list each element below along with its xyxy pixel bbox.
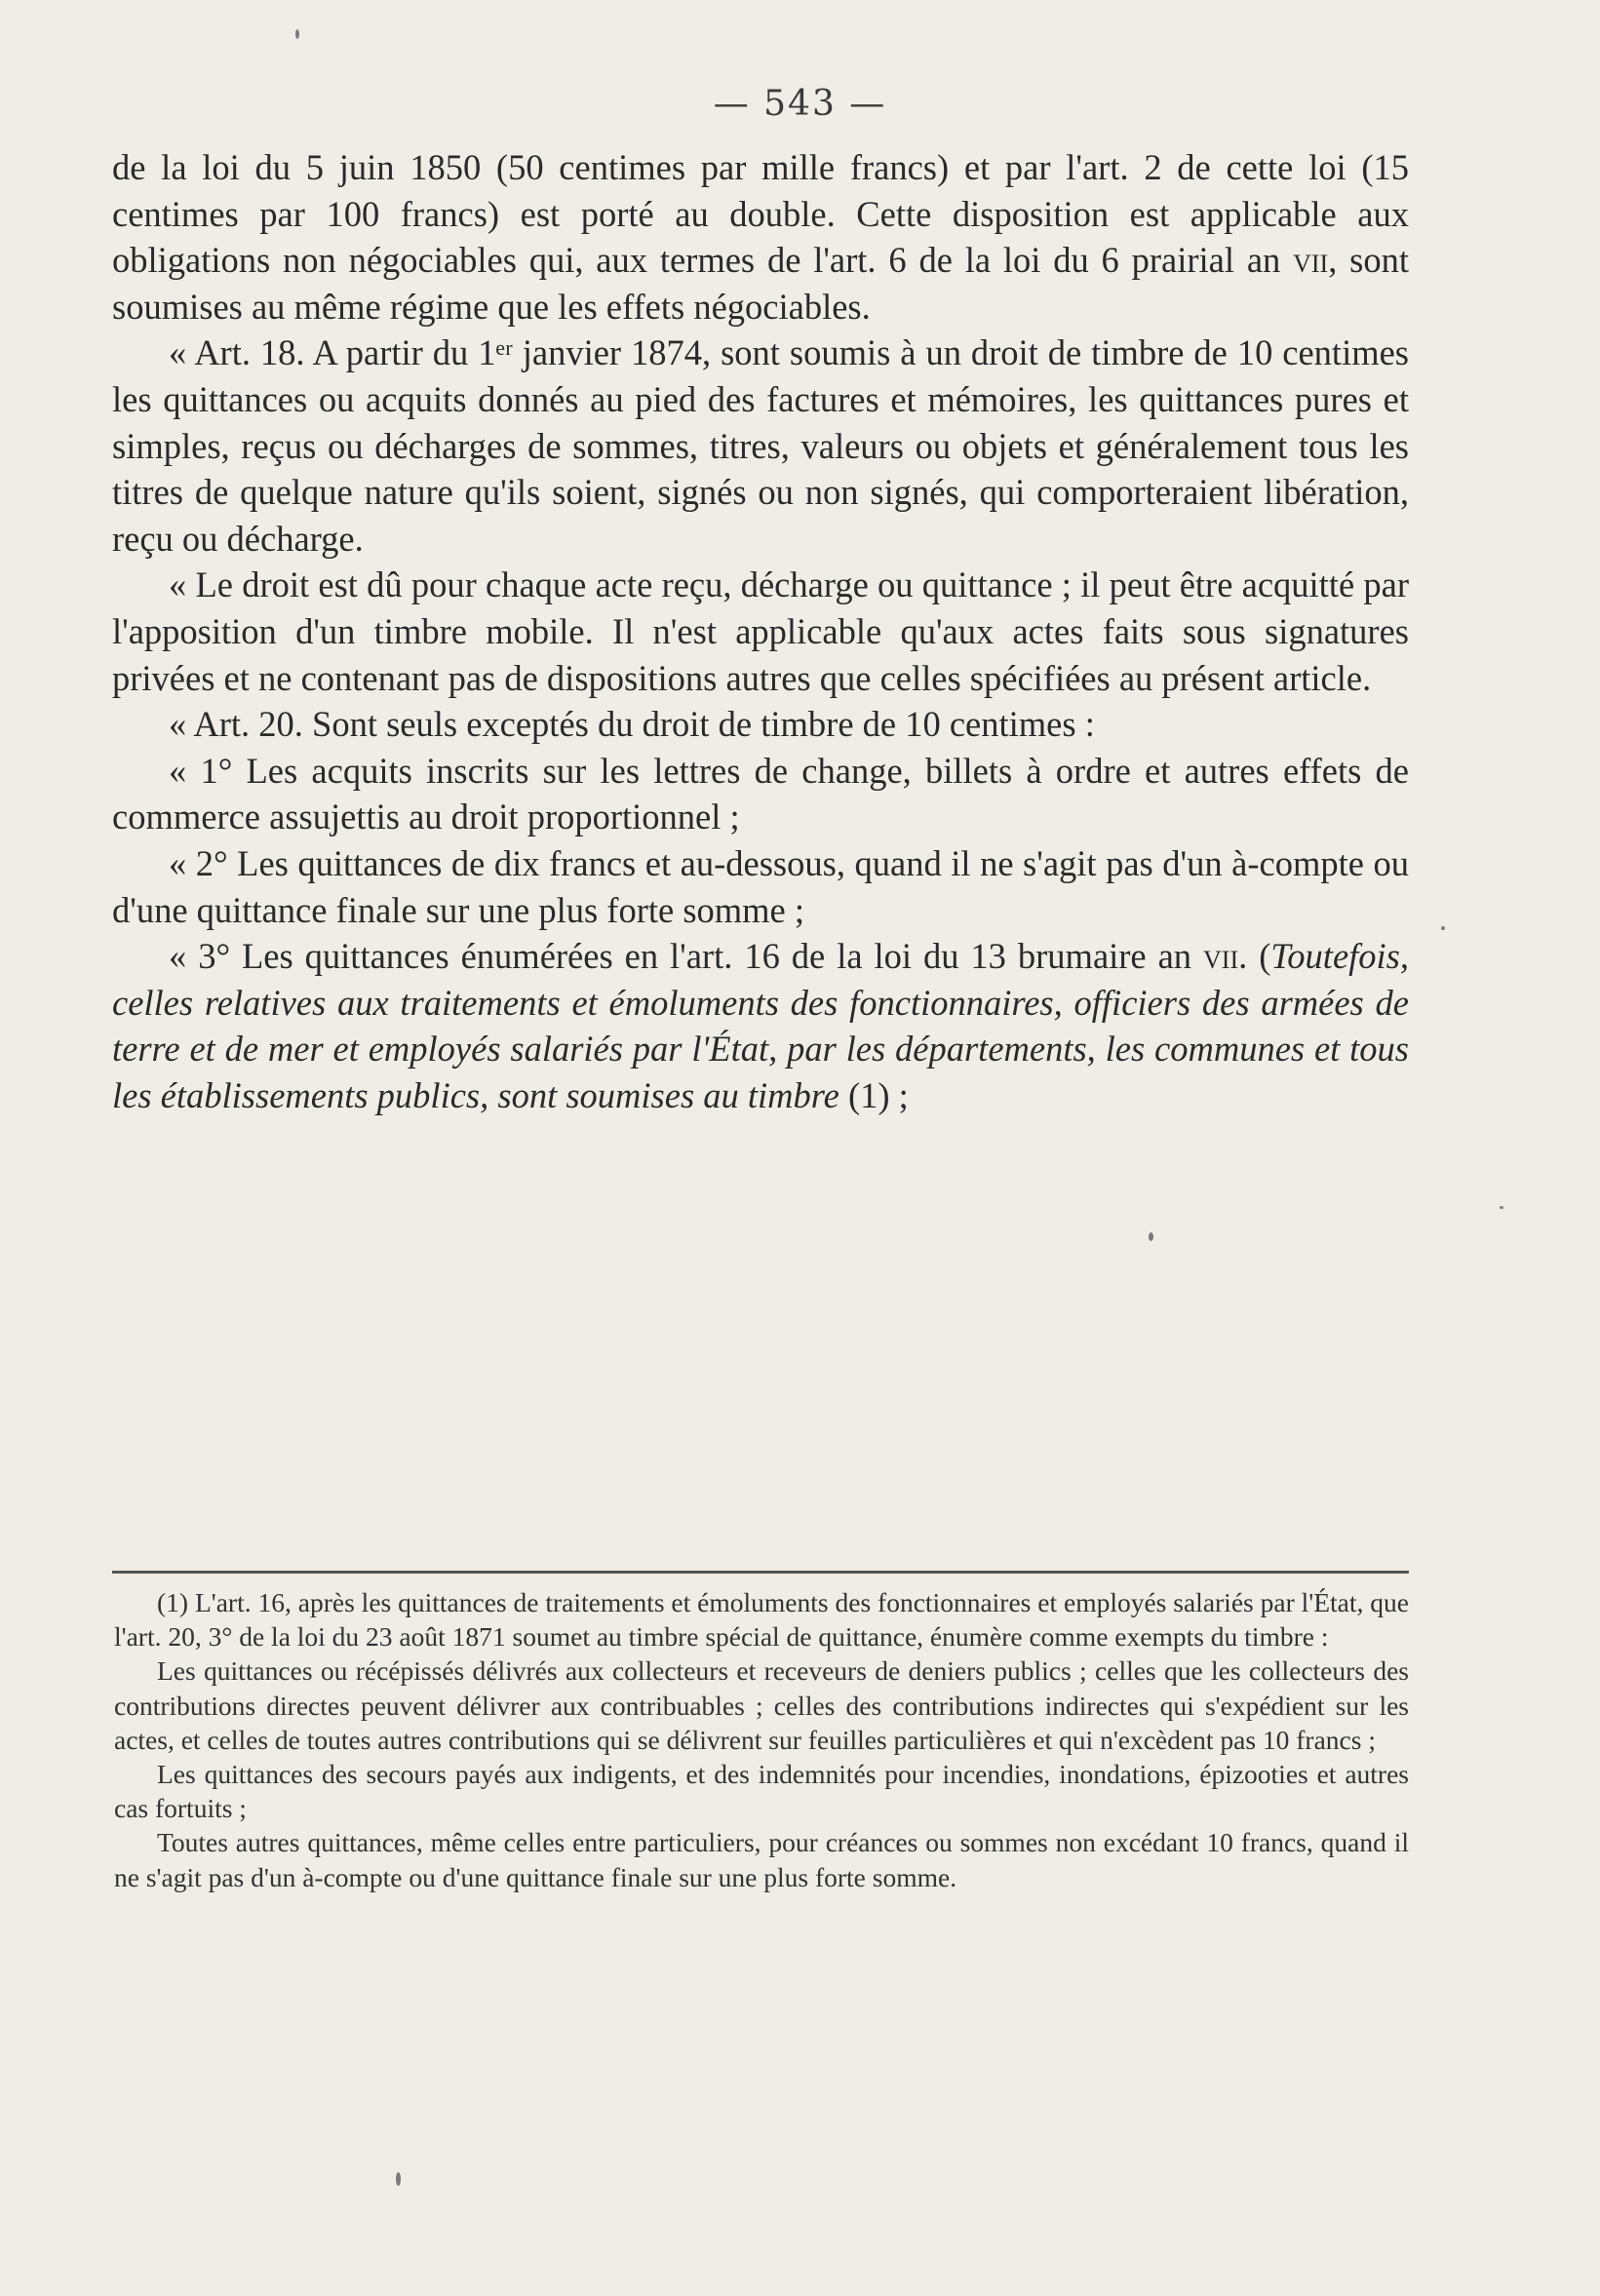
paragraph-1 <box>112 144 1409 330</box>
footnotes <box>114 1585 1409 1894</box>
item-3-end: (1) ; <box>839 1074 909 1115</box>
footnote-4: Toutes autres quittances, même celles entre particuliers, pour créances ou sommes non excédant 10 francs, quand il ne s'agit pas d'un à-compte ou d'une quittance finale sur une plus forte somme. <box>114 1827 1409 1892</box>
paper-speck <box>295 29 299 39</box>
footnote-1: (1) L'art. 16, après les quittances de traitements et émoluments des fonctionnaires et employés salariés par l'État, que l'art. 20, 3° de la loi du 23 août 1871 soumet au timbre spécial de quittance, énumère comme exempts du timbre : <box>114 1587 1409 1653</box>
paper-speck <box>1500 1206 1503 1209</box>
footnote-rule <box>112 1571 1409 1574</box>
paper-speck <box>396 2172 401 2186</box>
paragraph-item-1: « 1° Les acquits inscrits sur les lettres de change, billets à ordre et autres effets de commerce assujettis au droit proportionnel ; <box>112 750 1409 837</box>
roman-numeral-2: vii <box>1203 936 1239 977</box>
main-text <box>112 144 1409 1118</box>
paragraph-article-18: « Art. 18. A partir du 1ᵉʳ janvier 1874, sont soumis à un droit de timbre de 10 centimes les quittances ou acquits donnés au pied des factures et mémoires, les quittances pures et simples, reçus ou décharges de sommes, titres, valeurs ou objets et généralement tous les titres de quelque nature qu'ils soient, signés ou non signés, qui comporteraient libération, reçu ou décharge. <box>112 332 1409 559</box>
item-3-text: « 3° Les quittances énumérées en l'art. 16 de la loi du 13 brumaire an <box>169 936 1192 977</box>
paper-speck <box>1149 1232 1153 1241</box>
footnote-3: Les quittances des secours payés aux indigents, et des indemnités pour incendies, inondations, épizooties et autres cas fortuits ; <box>114 1759 1409 1824</box>
paper-speck <box>1441 926 1445 930</box>
paragraph-item-2: « 2° Les quittances de dix francs et au-dessous, quand il ne s'agit pas d'un à-compte ou d'une quittance finale sur une plus forte somme ; <box>112 842 1409 930</box>
paragraph-article-20: « Art. 20. Sont seuls exceptés du droit de timbre de 10 centimes : <box>169 704 1095 745</box>
item-3-italic: Toutefois, celles relatives aux traitements et émoluments des fonctionnaires, officiers des armées de terre et de mer et employés salariés par l'État, par les départements, les communes et tous les établissements publics, sont soumises au timbre <box>112 936 1410 1115</box>
paragraph-item-3 <box>112 933 1409 1118</box>
page-number: — 543 — <box>713 84 887 124</box>
paragraph-1-end: , sont soumises au même régime que les effets négociables. <box>112 240 1409 327</box>
roman-numeral: vii <box>1293 240 1329 281</box>
item-3-paren: . ( <box>1238 936 1271 977</box>
paragraph-1-text: de la loi du 5 juin 1850 (50 centimes par mille francs) et par l'art. 2 de cette loi (15 centimes par 100 francs) est porté au double. Cette disposition est applicable aux obligations non négociables qui, aux termes de l'art. 6 de la loi du 6 prairial an <box>112 147 1409 281</box>
paragraph-droit: « Le droit est dû pour chaque acte reçu, décharge ou quittance ; il peut être acquitté par l'apposition d'un timbre mobile. Il n'est applicable qu'aux actes faits sous signatures privées et ne contenant pas de dispositions autres que celles spécifiées au présent article. <box>112 564 1409 698</box>
footnote-2: Les quittances ou récépissés délivrés aux collecteurs et receveurs de deniers publics ; celles que les collecteurs des contributions directes peuvent délivrer aux contribuables ; celles des contributions indirectes qui s'expédient sur les actes, et celles de toutes autres contributions qui se délivrent sur feuilles particulières et qui n'excèdent pas 10 francs ; <box>114 1655 1409 1755</box>
